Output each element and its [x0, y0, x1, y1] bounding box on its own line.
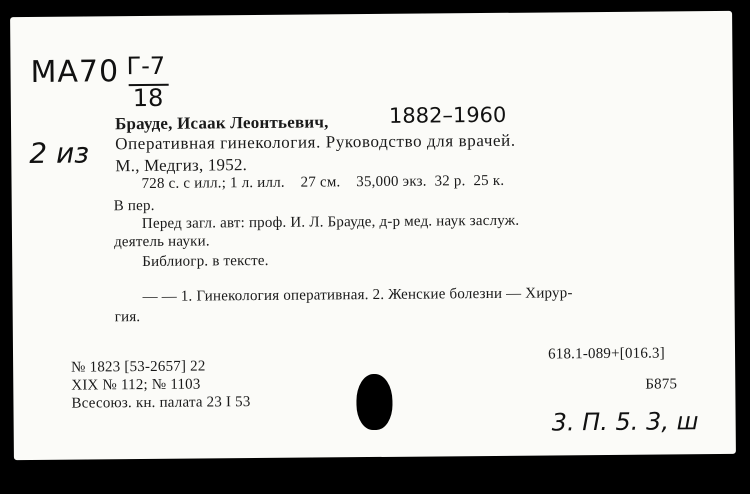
author-dates: 1882–1960	[388, 102, 507, 128]
note-author-cont: деятель науки.	[113, 233, 210, 251]
imprint: М., Медгиз, 1952.	[115, 155, 248, 176]
library-code: Б875	[645, 376, 678, 393]
copies-note: 2 из	[29, 136, 90, 170]
udc-classification: 618.1-089+[016.3]	[547, 345, 665, 363]
title-line: Оперативная гинекология. Руководство для врачей.	[115, 130, 516, 154]
shelfmark-top: Г-7	[126, 51, 166, 81]
note-author: Перед загл. авт: проф. И. Л. Брауде, д-р мед. наук заслуж.	[141, 212, 520, 233]
shelfmark-bottom: 18	[132, 83, 164, 113]
catalog-card	[10, 11, 736, 460]
subject-headings: — — 1. Гинекология оперативная. 2. Женские болезни — Хирур-	[142, 285, 573, 306]
card-punch-hole	[356, 374, 392, 430]
registry-number: № 1823 [53-2657] 22	[71, 358, 206, 376]
physical-description: 728 с. с илл.; 1 л. илл. 27 см. 35,000 экз. 32 р. 25 к.	[141, 172, 505, 193]
binding: В пер.	[113, 197, 155, 215]
author-heading: Брауде, Исаак Леонтьевич,	[114, 112, 329, 134]
subject-headings-cont: гия.	[114, 309, 141, 326]
shelfmark-prefix: МА70	[30, 54, 120, 90]
registry-series: XIX № 112; № 1103	[71, 376, 201, 394]
note-bibliography: Библиогр. в тексте.	[142, 252, 269, 271]
handwritten-bottom-note: 3. П. 5. 3, ш	[551, 407, 699, 437]
registry-chamber: Всесоюз. кн. палата 23 I 53	[71, 394, 251, 412]
